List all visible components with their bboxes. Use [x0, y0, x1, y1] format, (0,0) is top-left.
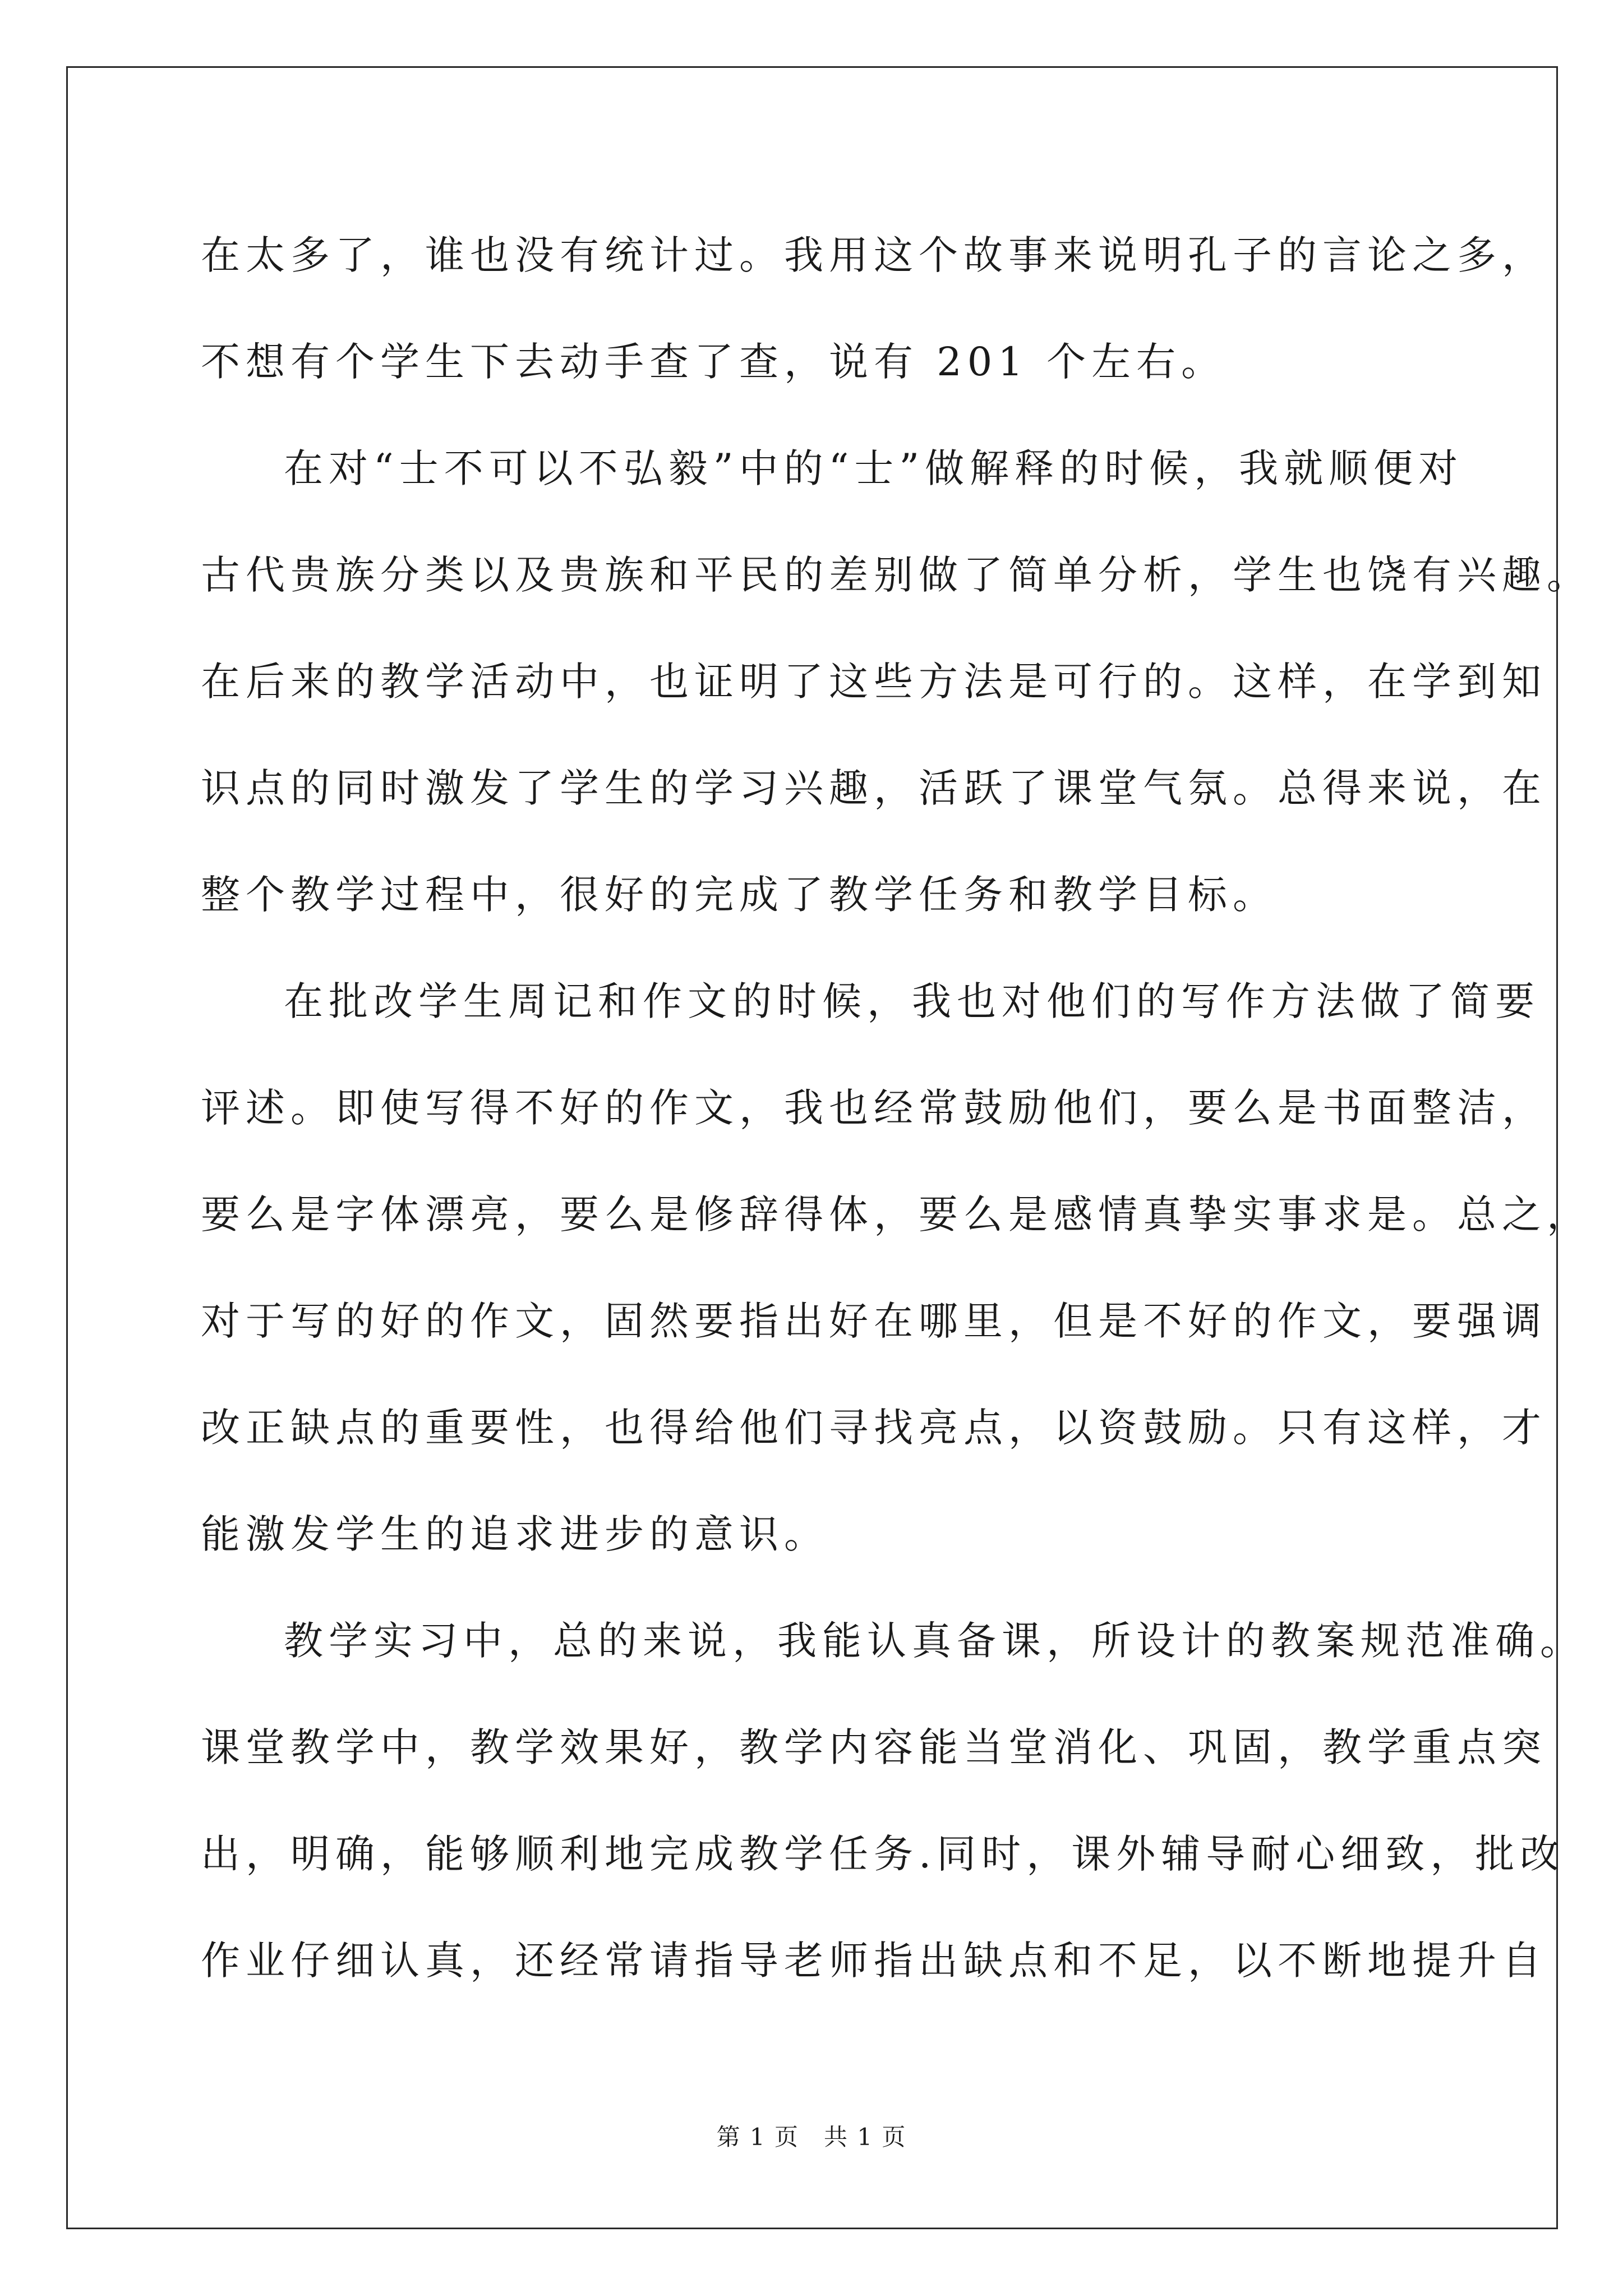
paragraph-start-line: 在对“士不可以不弘毅”中的“士”做解释的时候，我就顺便对: [284, 445, 1464, 491]
text-line: 能激发学生的追求进步的意识。: [201, 1511, 829, 1557]
text-line: 作业仔细认真，还经常请指导老师指出缺点和不足，以不断地提升自: [201, 1938, 1547, 1984]
text-line: 整个教学过程中，很好的完成了教学任务和教学目标。: [201, 872, 1278, 918]
page-footer: [0, 2120, 1623, 2154]
page-total: 共 1 页: [824, 2123, 907, 2151]
text-line: 不想有个学生下去动手查了查，说有 201 个左右。: [201, 339, 1227, 385]
text-line: 改正缺点的重要性，也得给他们寻找亮点，以资鼓励。只有这样，才: [201, 1405, 1547, 1451]
document-body: [201, 219, 1592, 2031]
text-line: 对于写的好的作文，固然要指出好在哪里，但是不好的作文，要强调: [201, 1298, 1547, 1344]
paragraph-start-line: 教学实习中，总的来说，我能认真备课，所设计的教案规范准确。: [284, 1618, 1585, 1664]
text-line: 评述。即使写得不好的作文，我也经常鼓励他们，要么是书面整洁，: [201, 1085, 1547, 1131]
text-line: 在后来的教学活动中，也证明了这些方法是可行的。这样，在学到知: [201, 659, 1547, 705]
text-line: 识点的同时激发了学生的学习兴趣，活跃了课堂气氛。总得来说，在: [201, 765, 1547, 811]
text-line: 古代贵族分类以及贵族和平民的差别做了简单分析，学生也饶有兴趣。: [201, 552, 1592, 598]
text-line: 课堂教学中，教学效果好，教学内容能当堂消化、巩固，教学重点突: [201, 1724, 1547, 1770]
paragraph-start-line: 在批改学生周记和作文的时候，我也对他们的写作方法做了简要: [284, 978, 1540, 1024]
page-number: 第 1 页: [716, 2123, 799, 2151]
text-line: 出，明确，能够顺利地完成教学任务.同时，课外辅导耐心细致，批改: [201, 1831, 1565, 1877]
text-line: 在太多了，谁也没有统计过。我用这个故事来说明孔子的言论之多，: [201, 232, 1547, 278]
text-line: 要么是字体漂亮，要么是修辞得体，要么是感情真挚实事求是。总之，: [201, 1191, 1592, 1237]
